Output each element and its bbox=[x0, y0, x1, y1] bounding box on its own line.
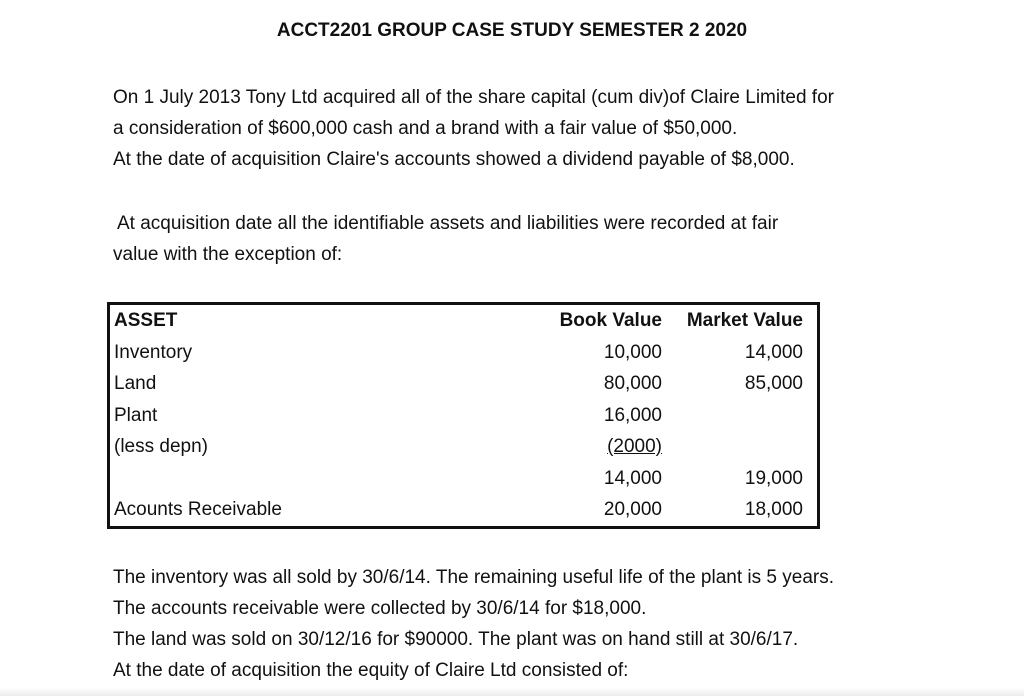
document-title-text: ACCT2201 GROUP CASE STUDY SEMESTER 2 2020 bbox=[276, 20, 748, 41]
intro-paragraph bbox=[113, 82, 834, 175]
header-market-value: Market Value bbox=[686, 310, 803, 332]
market-value-cell bbox=[670, 431, 819, 463]
page-bottom-edge bbox=[0, 688, 1024, 696]
book-value-cell: 10,000 bbox=[603, 341, 662, 363]
asset-cell: Plant bbox=[114, 404, 158, 426]
table-header-row bbox=[109, 304, 819, 337]
book-value-cell: (2000) bbox=[607, 436, 662, 458]
market-value-cell: 14,000 bbox=[744, 341, 803, 363]
notes-line: The accounts receivable were collected by 30/6/14 for $18,000. bbox=[113, 598, 647, 619]
table-row bbox=[109, 400, 819, 432]
book-value-cell: 20,000 bbox=[603, 499, 662, 521]
header-asset: ASSET bbox=[114, 310, 178, 332]
table-row bbox=[109, 368, 819, 400]
asset-cell: Inventory bbox=[114, 341, 193, 363]
notes-paragraph bbox=[113, 562, 834, 686]
asset-cell bbox=[109, 463, 519, 495]
table-row bbox=[109, 431, 819, 463]
exception-paragraph bbox=[113, 208, 779, 270]
exception-line: value with the exception of: bbox=[113, 244, 343, 265]
market-value-cell bbox=[670, 400, 819, 432]
asset-cell: (less depn) bbox=[114, 436, 208, 458]
market-value-cell: 18,000 bbox=[744, 499, 803, 521]
table-row bbox=[109, 337, 819, 369]
table-row bbox=[109, 463, 819, 495]
header-book-value: Book Value bbox=[559, 310, 662, 332]
intro-line: At the date of acquisition Claire's accounts showed a dividend payable of $8,000. bbox=[113, 149, 795, 170]
notes-line: The inventory was all sold by 30/6/14. The remaining useful life of the plant is 5 years. bbox=[113, 567, 834, 588]
asset-valuation-table bbox=[107, 302, 820, 529]
table-row bbox=[109, 494, 819, 527]
intro-line: On 1 July 2013 Tony Ltd acquired all of the share capital (cum div)of Claire Limited for bbox=[113, 87, 834, 108]
book-value-cell: 14,000 bbox=[603, 467, 662, 489]
market-value-cell: 85,000 bbox=[744, 373, 803, 395]
asset-cell: Acounts Receivable bbox=[114, 499, 282, 521]
document-title bbox=[0, 20, 1024, 42]
book-value-cell: 16,000 bbox=[603, 404, 662, 426]
book-value-cell: 80,000 bbox=[603, 373, 662, 395]
asset-cell: Land bbox=[114, 373, 157, 395]
exception-line: At acquisition date all the identifiable assets and liabilities were recorded at fair bbox=[117, 213, 779, 234]
notes-line: At the date of acquisition the equity of Claire Ltd consisted of: bbox=[113, 660, 629, 681]
market-value-cell: 19,000 bbox=[744, 467, 803, 489]
intro-line: a consideration of $600,000 cash and a brand with a fair value of $50,000. bbox=[113, 118, 738, 139]
notes-line: The land was sold on 30/12/16 for $90000. The plant was on hand still at 30/6/17. bbox=[113, 629, 799, 650]
